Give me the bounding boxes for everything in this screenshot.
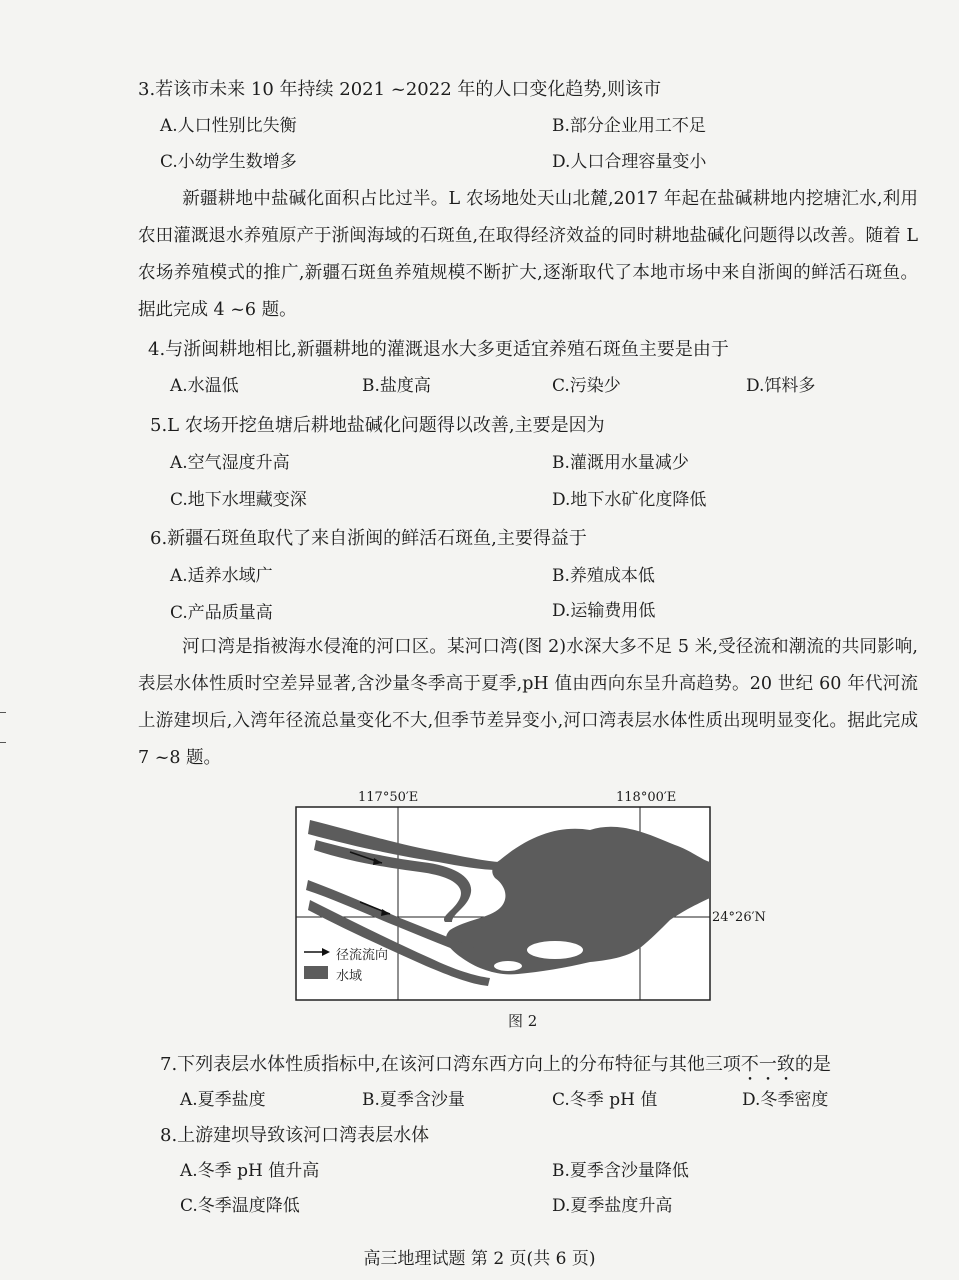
q7-option-a: A.夏季盐度: [180, 1090, 266, 1110]
passage-2-text: 河口湾是指被海水侵淹的河口区。某河口湾(图 2)水深大多不足 5 米,受径流和潮流的共同影响,表层水体性质时空差异显著,含沙量冬季高于夏季,pH 值由西向东呈升高趋势。20 世纪 60 年代河流上游建坝后,入湾年径流总量变化不大,但季节差异变小,河口湾表层水体性质出现明显变化。据此完成 7 ~8 题。: [138, 637, 918, 768]
q8-stem: 8.上游建坝导致该河口湾表层水体: [160, 1125, 430, 1146]
q8-option-b: B.夏季含沙量降低: [552, 1161, 689, 1181]
island-small: [494, 961, 522, 971]
q3-option-c: C.小幼学生数增多: [160, 152, 297, 172]
scan-edge-mark: [0, 712, 6, 713]
q4-option-c: C.污染少: [552, 376, 621, 396]
q4-option-a: A.水温低: [170, 376, 239, 396]
legend-water-label: 水域: [336, 969, 363, 984]
estuary-map-svg: [290, 790, 770, 1040]
q3-option-d: D.人口合理容量变小: [552, 152, 707, 172]
q3-stem: 3.若该市未来 10 年持续 2021 ~2022 年的人口变化趋势,则该市: [138, 79, 662, 100]
passage-2: [138, 629, 918, 777]
q6-option-d: D.运输费用低: [552, 601, 656, 621]
figure-caption: 图 2: [508, 1012, 538, 1030]
q4-option-b: B.盐度高: [362, 376, 431, 396]
passage-1-text: 新疆耕地中盐碱化面积占比过半。L 农场地处天山北麓,2017 年起在盐碱耕地内挖塘汇水,利用农田灌溉退水养殖原产于浙闽海域的石斑鱼,在取得经济效益的同时耕地盐碱化问题得以改善。随着 L 农场养殖模式的推广,新疆石斑鱼养殖规模不断扩大,逐渐取代了本地市场中来自浙闽的鲜活石斑鱼。据此完成 4 ~6 题。: [138, 189, 918, 320]
q7-option-b: B.夏季含沙量: [362, 1090, 465, 1110]
label-lon-118-00: 118°00′E: [616, 790, 677, 805]
q7-stem-pre: 7.下列表层水体性质指标中,在该河口湾东西方向上的分布特征与其他三项: [160, 1054, 741, 1075]
q3-option-b: B.部分企业用工不足: [552, 116, 706, 136]
q6-option-b: B.养殖成本低: [552, 566, 655, 586]
q6-option-a: A.适养水域广: [170, 566, 273, 586]
q3-option-a: A.人口性别比失衡: [160, 116, 297, 136]
q7-stem: [160, 1053, 831, 1085]
legend-flow-label: 径流流向: [336, 948, 389, 963]
q5-option-c: C.地下水埋藏变深: [170, 490, 307, 510]
q8-option-d: D.夏季盐度升高: [552, 1196, 673, 1216]
label-lon-117-50: 117°50′E: [358, 790, 419, 805]
q6-option-c: C.产品质量高: [170, 603, 273, 623]
island-large: [527, 941, 583, 959]
passage-1: [138, 181, 918, 329]
label-lat-24-26: 24°26′N: [712, 910, 766, 925]
q5-option-d: D.地下水矿化度降低: [552, 490, 707, 510]
q7-option-d: D.冬季密度: [742, 1090, 829, 1110]
q7-stem-post: 的是: [794, 1054, 831, 1075]
q8-option-a: A.冬季 pH 值升高: [180, 1161, 320, 1181]
page-footer: 高三地理试题 第 2 页(共 6 页): [363, 1249, 596, 1269]
q7-stem-emphasis: 不一致: [740, 1054, 795, 1075]
legend-water-swatch: [304, 966, 328, 979]
scan-edge-mark: [0, 742, 6, 743]
q5-stem: 5.L 农场开挖鱼塘后耕地盐碱化问题得以改善,主要是因为: [150, 415, 605, 436]
q4-option-d: D.饵料多: [746, 376, 816, 396]
q5-option-b: B.灌溉用水量减少: [552, 453, 689, 473]
q8-option-c: C.冬季温度降低: [180, 1196, 300, 1216]
q6-stem: 6.新疆石斑鱼取代了来自浙闽的鲜活石斑鱼,主要得益于: [150, 528, 587, 549]
q5-option-a: A.空气湿度升高: [170, 453, 290, 473]
estuary-map: [290, 790, 770, 1040]
q7-option-c: C.冬季 pH 值: [552, 1090, 658, 1110]
q4-stem: 4.与浙闽耕地相比,新疆耕地的灌溉退水大多更适宜养殖石斑鱼主要是由于: [148, 339, 729, 360]
